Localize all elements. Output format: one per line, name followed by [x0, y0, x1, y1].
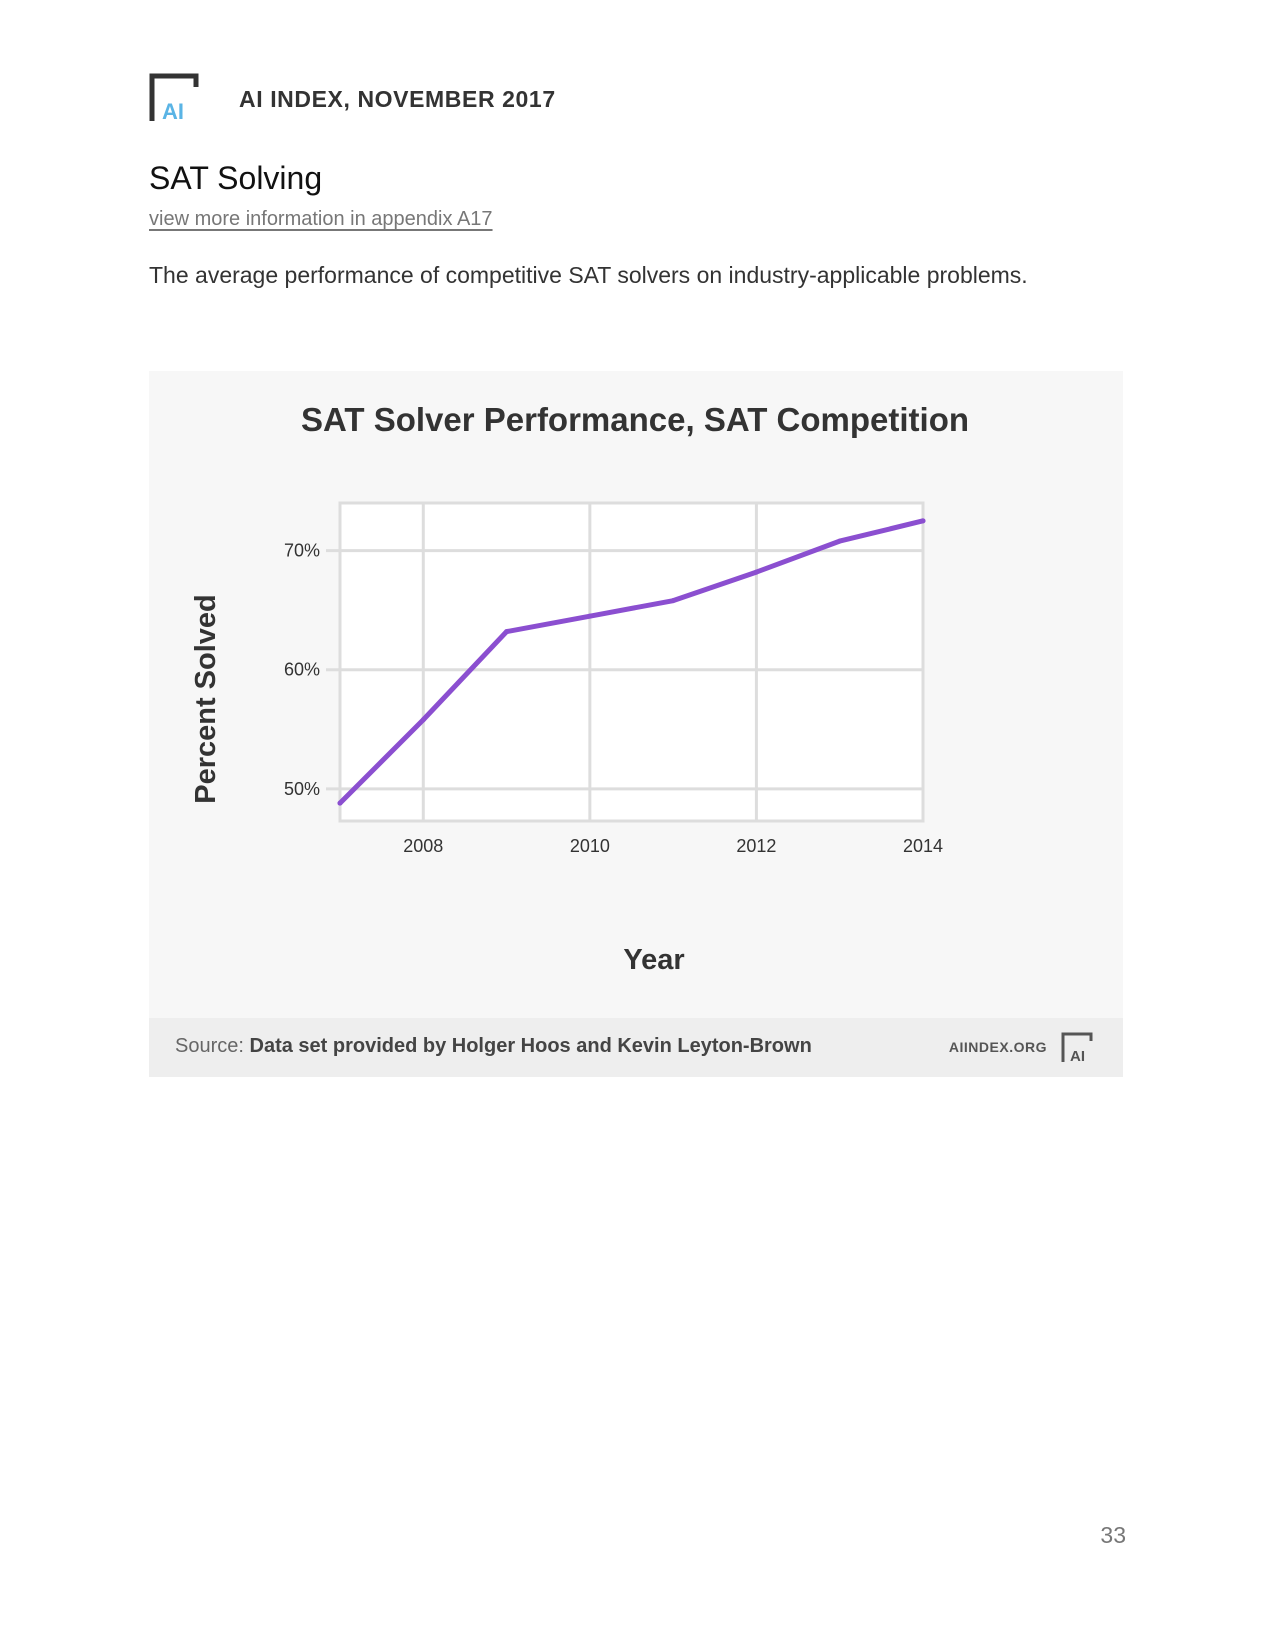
line-chart	[149, 371, 1123, 1018]
page-header	[149, 72, 556, 124]
source-label: Source:	[175, 1035, 244, 1057]
y-tick-label: 60%	[283, 659, 320, 680]
data-point	[671, 598, 676, 603]
data-point	[587, 614, 592, 619]
appendix-link[interactable]: view more information in appendix A17	[149, 208, 493, 230]
chart-title: SAT Solver Performance, SAT Competition	[300, 401, 970, 438]
data-point	[837, 539, 842, 544]
y-tick-label: 50%	[283, 778, 320, 799]
ai-index-footer-logo	[1061, 1032, 1097, 1064]
chart-grid	[326, 503, 923, 821]
y-tick-label: 70%	[283, 540, 320, 561]
data-point	[921, 518, 926, 523]
data-point	[754, 570, 759, 575]
ai-index-logo	[149, 73, 203, 123]
page-number: 33	[1100, 1522, 1126, 1548]
source-text: Data set provided by Holger Hoos and Kevin Leyton-Brown	[249, 1035, 812, 1057]
x-tick-label: 2010	[569, 836, 610, 856]
chart-panel	[149, 371, 1123, 1077]
x-tick-label: 2012	[736, 836, 777, 856]
chart-footer	[149, 1018, 1123, 1077]
data-point	[421, 717, 426, 722]
data-point	[338, 801, 343, 806]
header-title: AI INDEX, NOVEMBER 2017	[239, 86, 556, 112]
data-point	[504, 629, 509, 634]
source-note	[175, 1035, 812, 1058]
site-link[interactable]: AIINDEX.ORG	[948, 1039, 1047, 1055]
section-title: SAT Solving	[149, 160, 323, 196]
footer-logo-text: AI	[1070, 1048, 1085, 1064]
section-description: The average performance of competitive SAT solvers on industry-applicable problems.	[149, 262, 1028, 288]
x-tick-label: 2014	[902, 836, 944, 856]
y-axis-label: Percent Solved	[190, 594, 222, 804]
logo-text: AI	[162, 99, 184, 123]
x-tick-label: 2008	[403, 836, 444, 856]
x-axis-label: Year	[623, 944, 685, 976]
